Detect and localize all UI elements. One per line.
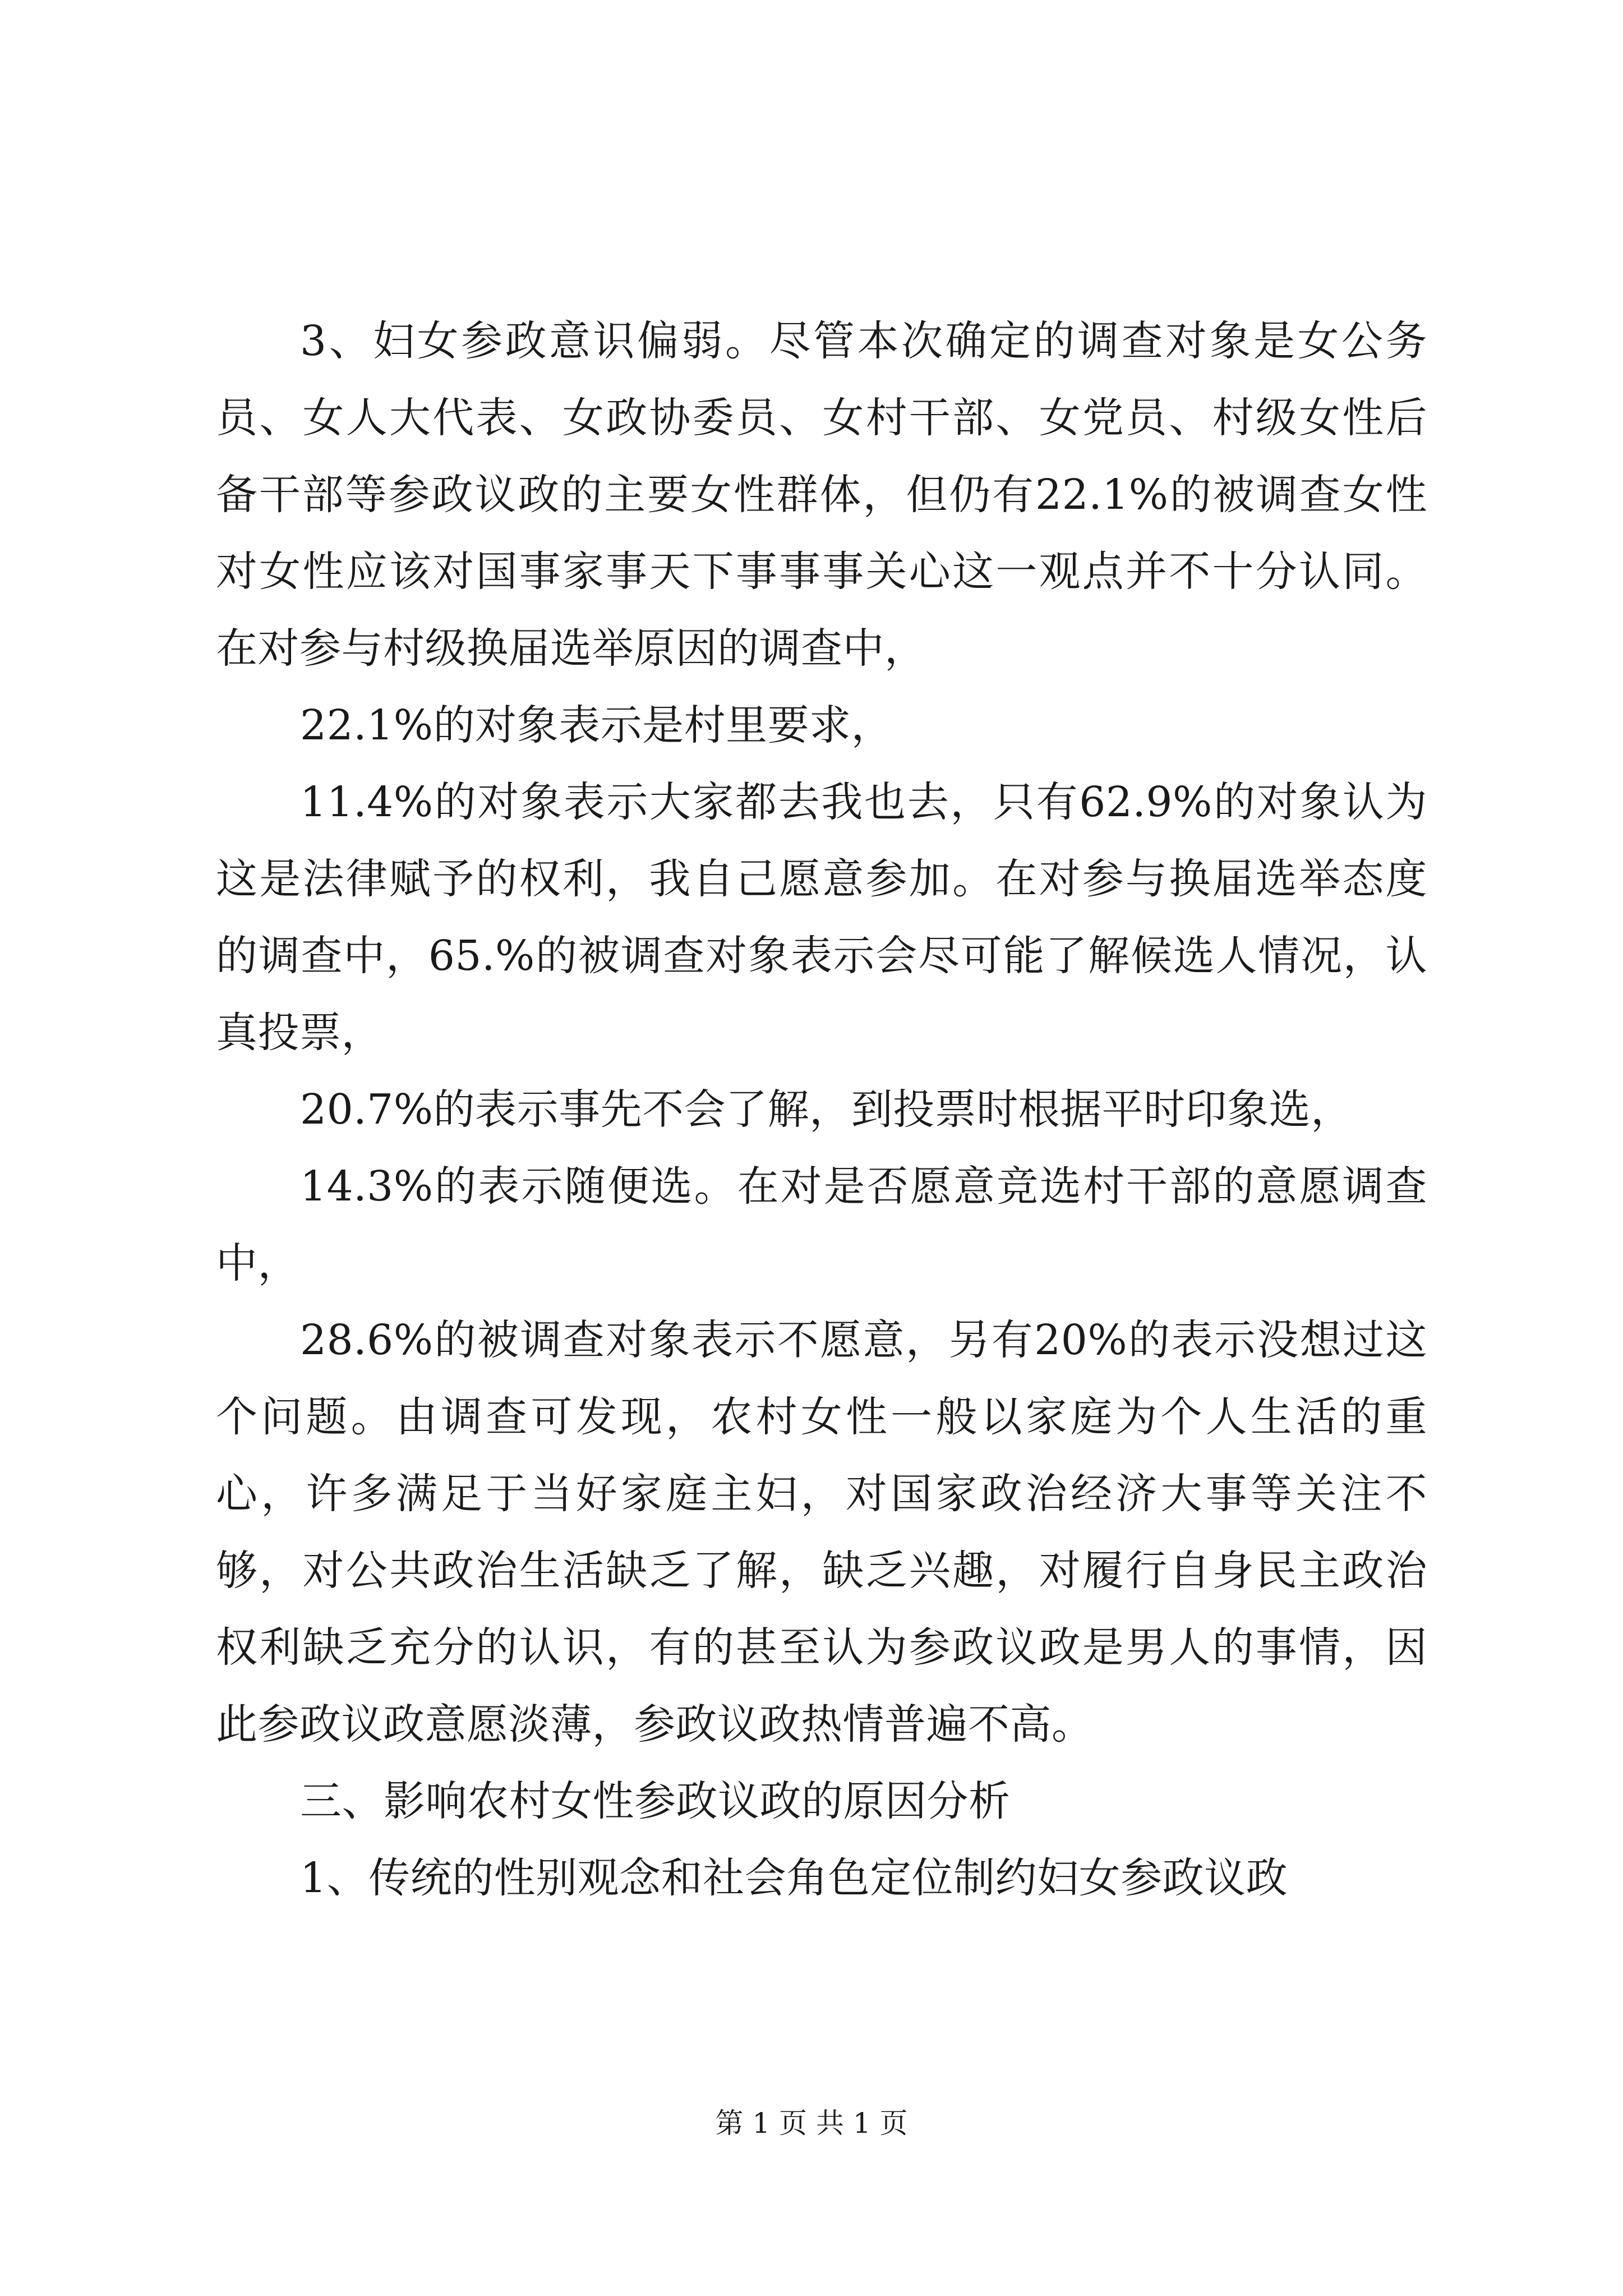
- paragraph-random-choice: 14.3%的表示随便选。在对是否愿意竞选村干部的意愿调查中，: [216, 1162, 1427, 1287]
- paragraph-women-awareness: 3、妇女参政意识偏弱。尽管本次确定的调查对象是女公务员、女人大代表、女政协委员、女村干部、女党员、村级女性后备干部等参政议政的主要女性群体，但仍有22.1%的被调查女性对女性应该对国事家事天下事事事关心这一观点并不十分认同。在对参与村级换届选举原因的调查中，: [216, 317, 1427, 673]
- subheading-traditional-concepts: 1、传统的性别观念和社会角色定位制约妇女参政议政: [300, 1854, 1288, 1902]
- paragraph-unwilling: 28.6%的被调查对象表示不愿意，另有20%的表示没想过这个问题。由调查可发现，农村女性一般以家庭为个人生活的重心，许多满足于当好家庭主妇，对国家政治经济大事等关注不够，对公共政治生活缺乏了解，缺乏兴趣，对履行自身民主政治权利缺乏充分的认识，有的甚至认为参政议政是男人的事情，因此参政议政意愿淡薄，参政议政热情普遍不高。: [216, 1316, 1427, 1749]
- paragraph-follow-others: 11.4%的对象表示大家都去我也去，只有62.9%的对象认为这是法律赋予的权利，我自己愿意参加。在对参与换届选举态度的调查中，65.%的被调查对象表示会尽可能了解候选人情况，认真投票，: [216, 778, 1427, 1057]
- document-body: [216, 303, 1427, 1917]
- section-heading-causes: 三、影响农村女性参政议政的原因分析: [300, 1777, 1011, 1825]
- page-footer: 第 1 页 共 1 页: [715, 2107, 908, 2139]
- paragraph-village-requirement: 22.1%的对象表示是村里要求，: [300, 701, 893, 749]
- paragraph-no-prior-knowledge: 20.7%的表示事先不会了解，到投票时根据平时印象选，: [300, 1085, 1353, 1134]
